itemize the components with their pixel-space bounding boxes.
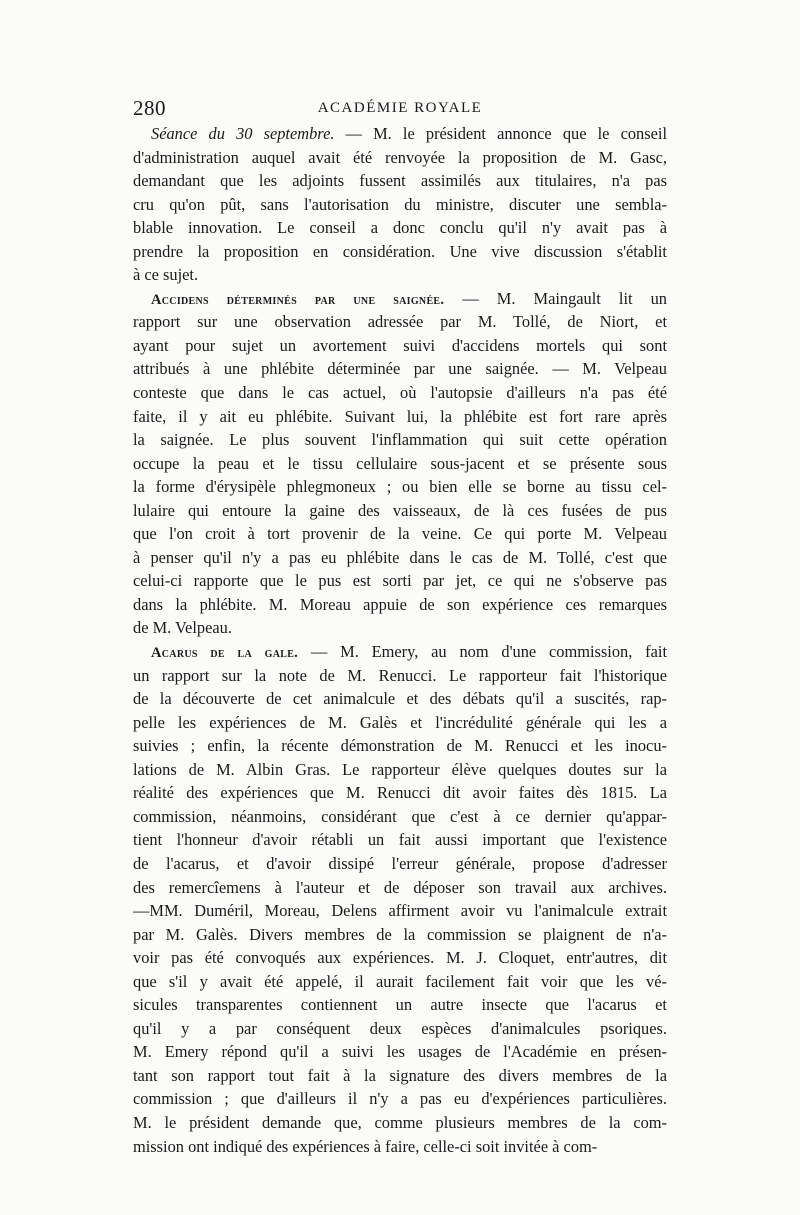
line-text: que s'il y avait été appelé, il aurait facilement fait voir que les vé- (133, 971, 667, 991)
line-text: prendre la proposition en considération. Une vive discussion s'établit (133, 241, 667, 261)
text-line (133, 899, 667, 923)
line-text: celui-ci rapporte que le pus est sorti par jet, ce qui ne s'observe pas (133, 571, 667, 591)
text-line (133, 193, 667, 217)
text-line (133, 357, 667, 381)
line-text: M. le président demande que, comme plusieurs membres de la com- (133, 1112, 667, 1132)
text-line (133, 569, 667, 593)
text-line (133, 263, 667, 287)
line-text: sicules transparentes contiennent un autre insecte que l'acarus et (133, 995, 667, 1015)
text-line (133, 310, 667, 334)
text-line (133, 499, 667, 523)
text-line (133, 475, 667, 499)
section-heading: Accidens déterminés par une saignée. (151, 291, 445, 308)
page-body (133, 122, 667, 1158)
text-line (133, 216, 667, 240)
line-text: de l'acarus, et d'avoir dissipé l'erreur générale, propose d'adresser (133, 853, 667, 873)
line-text: d'administration auquel avait été renvoyée la proposition de M. Gasc, (133, 147, 667, 167)
text-line (133, 1064, 667, 1088)
text-line (133, 993, 667, 1017)
text-line (133, 522, 667, 546)
line-text: un rapport sur la note de M. Renucci. Le rapporteur fait l'historique (133, 665, 667, 685)
text-line (133, 828, 667, 852)
text-line (133, 616, 667, 640)
line-text: ayant pour sujet un avortement suivi d'accidens mortels qui sont (133, 335, 667, 355)
line-text: rapport sur une observation adressée par M. Tollé, de Niort, et (133, 312, 667, 332)
line-text: la forme d'érysipèle phlegmoneux ; ou bien elle se borne au tissu cel- (133, 477, 667, 497)
text-line (133, 122, 667, 146)
line-text: — M. le président annonce que le conseil (334, 124, 668, 143)
line-text: faite, il y ait eu phlébite. Suivant lui, la phlébite est fort rare après (133, 406, 667, 426)
line-text: que l'on croit à tort provenir de la veine. Ce qui porte M. Velpeau (133, 524, 667, 544)
text-line (133, 146, 667, 170)
line-text: suivies ; enfin, la récente démonstration de M. Renucci et les inocu- (133, 736, 667, 756)
paragraph-accidens (133, 287, 667, 640)
text-line (133, 923, 667, 947)
text-line (133, 452, 667, 476)
page-number: 280 (133, 96, 166, 120)
line-text: conteste que dans le cas actuel, où l'autopsie d'ailleurs n'a pas été (133, 383, 667, 403)
line-text: lations de M. Albin Gras. Le rapporteur élève quelques doutes sur la (133, 759, 667, 779)
line-text: à ce sujet. (133, 265, 199, 285)
text-line (133, 428, 667, 452)
line-text: dans la phlébite. M. Moreau appuie de son expérience ces remarques (133, 594, 667, 614)
text-line (133, 876, 667, 900)
text-line (133, 805, 667, 829)
text-line (133, 687, 667, 711)
text-line (133, 1135, 667, 1159)
running-head: ACADÉMIE ROYALE (317, 100, 483, 116)
line-text: réalité des expériences que M. Renucci dit avoir faites dès 1815. La (133, 783, 667, 803)
line-text: —MM. Duméril, Moreau, Delens affirment avoir vu l'animalcule extrait (133, 901, 667, 921)
text-line (133, 664, 667, 688)
line-text: lulaire qui entoure la gaine des vaisseaux, de là ces fusées de pus (133, 500, 667, 520)
page-header (133, 96, 667, 120)
line-text: qu'il y a par conséquent deux espèces d'animalcules psoriques. (133, 1018, 667, 1038)
line-text: de M. Velpeau. (133, 618, 232, 638)
line-text: — M. Emery, au nom d'une commission, fait (298, 642, 668, 662)
line-text: — M. Maingault lit un (444, 288, 667, 308)
text-line (133, 593, 667, 617)
line-text: tant son rapport tout fait à la signature des divers membres de la (133, 1065, 667, 1085)
line-text: pelle les expériences de M. Galès et l'incrédulité générale qui les a (133, 712, 667, 732)
text-line (133, 758, 667, 782)
line-text: blable innovation. Le conseil a donc conclu qu'il n'y avait pas à (133, 218, 667, 238)
line-text: voir pas été convoqués aux expériences. M. J. Cloquet, entr'autres, dit (133, 948, 667, 968)
text-line (133, 1111, 667, 1135)
paragraph-lead-italic: Séance du 30 septembre. (151, 124, 335, 143)
line-text: par M. Galès. Divers membres de la commission se plaignent de n'a- (133, 924, 667, 944)
text-line (133, 1087, 667, 1111)
line-text: cru qu'on pût, sans l'autorisation du ministre, discuter une sembla- (133, 194, 667, 214)
text-line (133, 852, 667, 876)
text-line (133, 711, 667, 735)
text-line (133, 1017, 667, 1041)
line-text: mission ont indiqué des expériences à faire, celle-ci soit invitée à com- (133, 1136, 598, 1156)
paragraph-acarus (133, 640, 667, 1158)
line-text: de la découverte de cet animalcule et des débats qu'il a suscités, rap- (133, 689, 667, 709)
line-text: occupe la peau et le tissu cellulaire sous-jacent et se présente sous (133, 453, 667, 473)
line-text: tient l'honneur d'avoir rétabli un fait aussi important que l'existence (133, 830, 667, 850)
line-text: demandant que les adjoints fussent assimilés aux titulaires, n'a pas (133, 171, 667, 191)
line-text: à penser qu'il n'y a pas eu phlébite dans le cas de M. Tollé, c'est que (133, 547, 667, 567)
line-text: des remercîemens à l'auteur et de déposer son travail aux archives. (133, 877, 667, 897)
text-line (133, 1040, 667, 1064)
text-line (133, 640, 667, 664)
line-text: la saignée. Le plus souvent l'inflammation qui suit cette opération (133, 430, 667, 450)
text-line (133, 546, 667, 570)
text-line (133, 781, 667, 805)
line-text: commission, néanmoins, considérant que c'est à ce dernier qu'appar- (133, 806, 667, 826)
text-line (133, 405, 667, 429)
section-heading: Acarus de la gale. (151, 645, 299, 662)
line-text: commission ; que d'ailleurs il n'y a pas eu d'expériences particulières. (133, 1089, 667, 1109)
text-line (133, 970, 667, 994)
text-line (133, 946, 667, 970)
paragraph-seance (133, 122, 667, 287)
text-line (133, 381, 667, 405)
text-line (133, 287, 667, 311)
line-text: attribués à une phlébite déterminée par une saignée. — M. Velpeau (133, 359, 667, 379)
line-text: M. Emery répond qu'il a suivi les usages de l'Académie en présen- (133, 1042, 667, 1062)
text-line (133, 240, 667, 264)
text-line (133, 169, 667, 193)
text-line (133, 334, 667, 358)
text-line (133, 734, 667, 758)
